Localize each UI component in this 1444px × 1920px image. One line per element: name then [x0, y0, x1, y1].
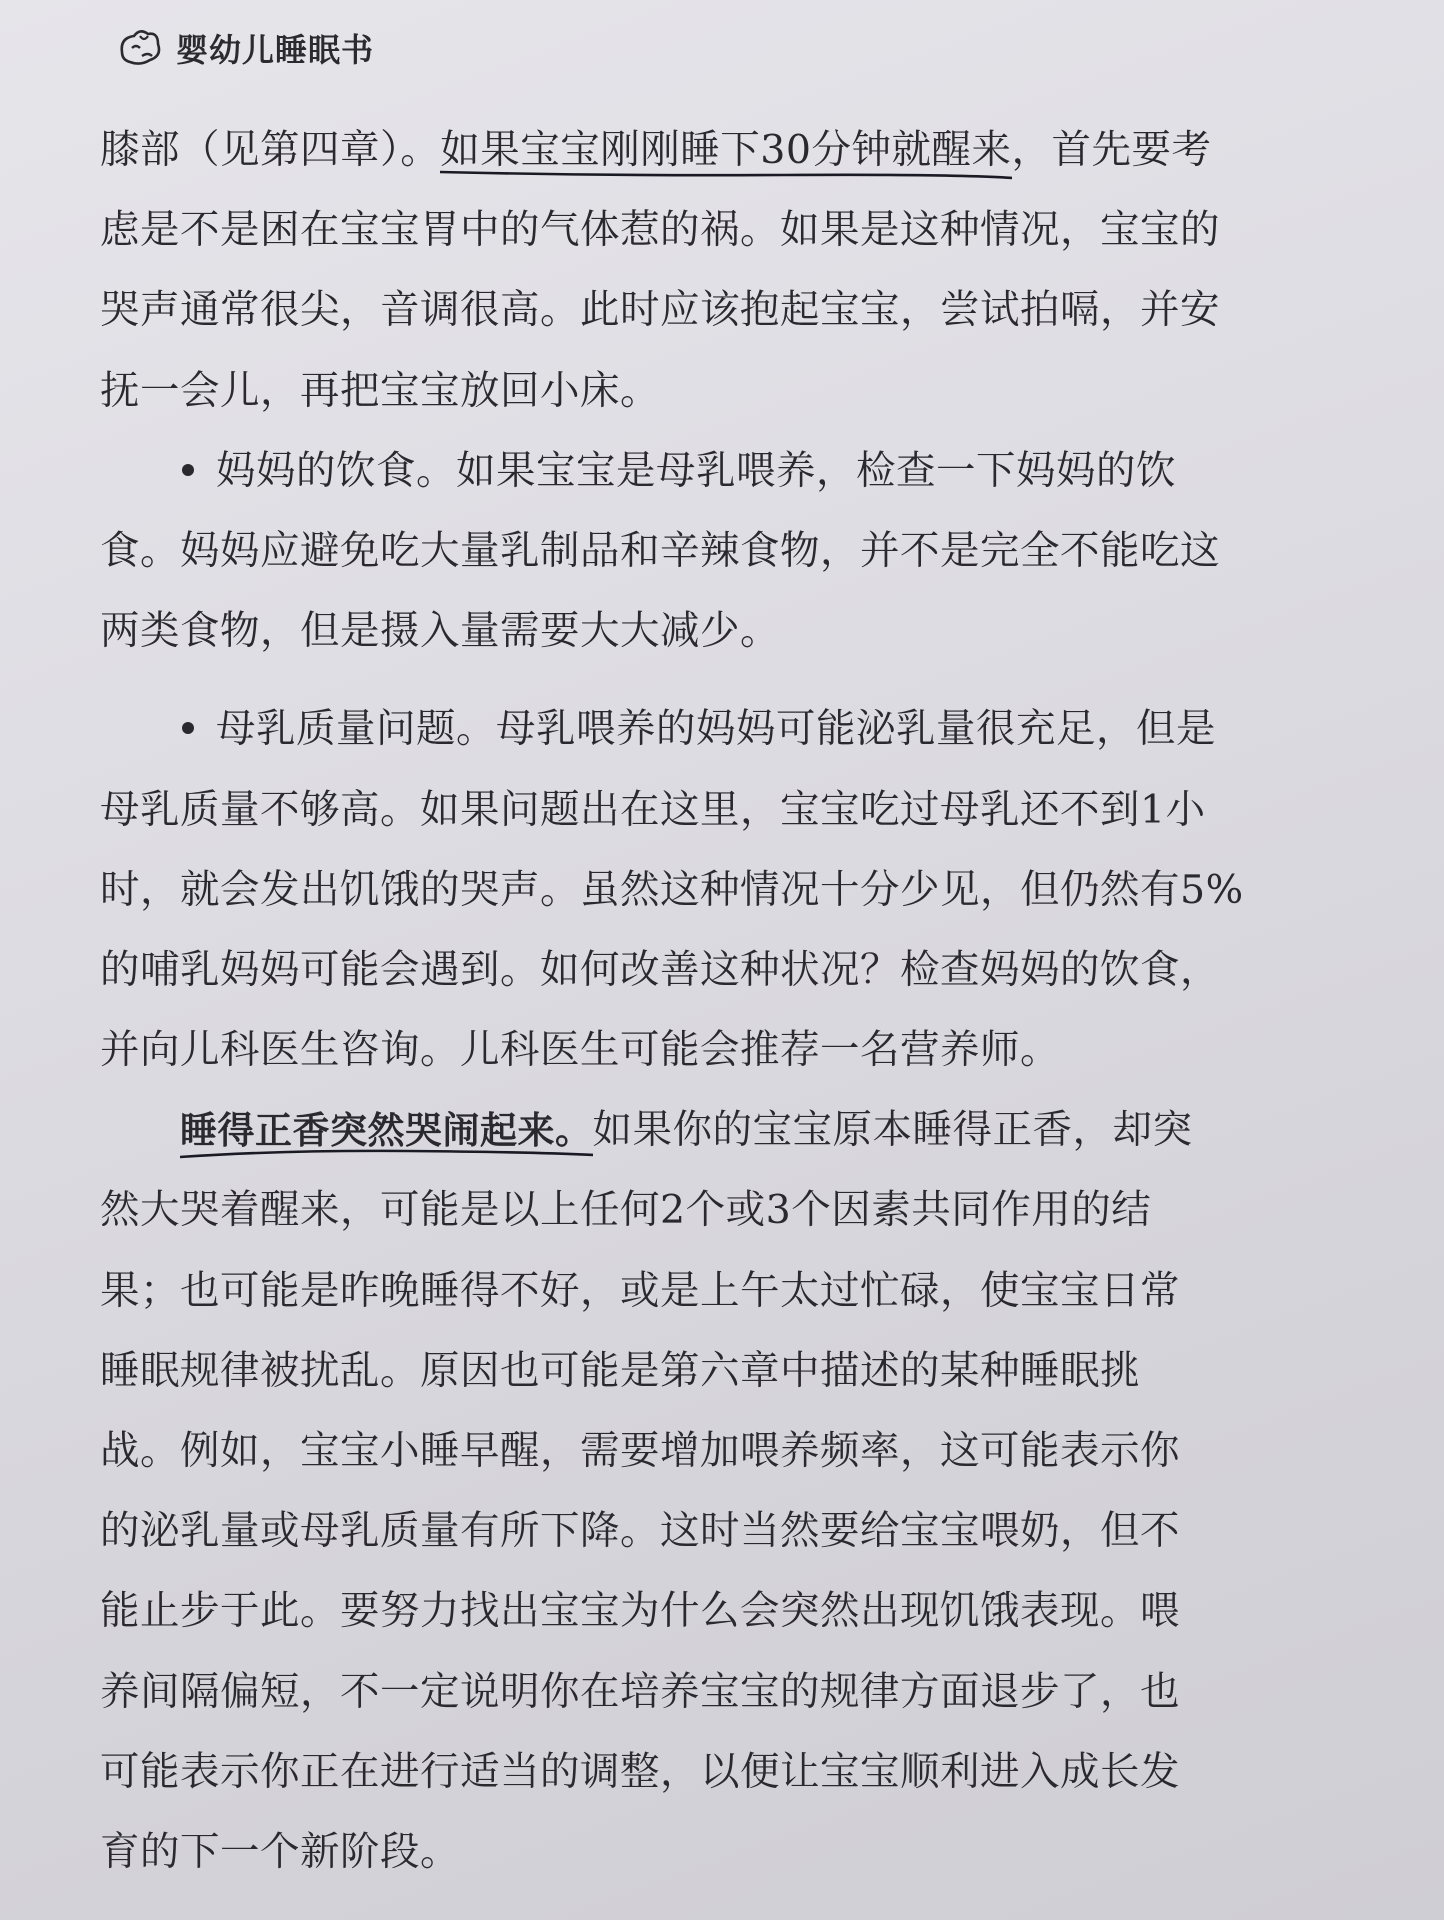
paragraph2-line7: 能止步于此。要努力找出宝宝为什么会突然出现饥饿表现。喂: [100, 1588, 1180, 1635]
paragraph2-line9: 可能表示你正在进行适当的调整，以便让宝宝顺利进入成长发: [100, 1748, 1180, 1795]
paragraph1-line1: [100, 110, 1250, 190]
paragraph1-line4: 抚一会儿，再把宝宝放回小床。: [100, 367, 660, 414]
sleeping-baby-icon: [118, 26, 166, 70]
text-span: ，首先要考: [1011, 127, 1212, 173]
paragraph2-line2: 然大哭着醒来，可能是以上任何2个或3个因素共同作用的结: [100, 1187, 1152, 1234]
bullet2-line5: 并向儿科医生咨询。儿科医生可能会推荐一名营养师。: [100, 1027, 1060, 1074]
section-heading: 睡得正香突然哭闹起来。: [180, 1109, 593, 1160]
text-span: 妈妈的饮食。如果宝宝是母乳喂养，检查一下妈妈的饮: [216, 447, 1176, 494]
bullet-icon: [182, 464, 194, 476]
paragraph2-line8: 养间隔偏短，不一定说明你在培养宝宝的规律方面退步了，也: [100, 1668, 1180, 1715]
paragraph2-line3: 果；也可能是昨晚睡得不好，或是上午太过忙碌，使宝宝日常: [100, 1267, 1180, 1314]
paragraph2-line1: [100, 1090, 1250, 1170]
bullet2-line2: 母乳质量不够高。如果问题出在这里，宝宝吃过母乳还不到1小: [100, 786, 1206, 833]
underlined-phrase: 如果宝宝刚刚睡下30分钟就醒来: [440, 127, 1011, 181]
bullet2-line3: 时，就会发出饥饿的哭声。虽然这种情况十分少见，但仍然有5%: [100, 866, 1244, 913]
paragraph2-line4: 睡眠规律被扰乱。原因也可能是第六章中描述的某种睡眠挑: [100, 1347, 1140, 1394]
paragraph2-line5: 战。例如，宝宝小睡早醒，需要增加喂养频率，这可能表示你: [100, 1428, 1180, 1474]
book-title: 婴幼儿睡眠书: [176, 31, 375, 69]
paragraph1-line2: 虑是不是困在宝宝胃中的气体惹的祸。如果是这种情况，宝宝的: [100, 207, 1220, 254]
bullet1-line2: 食。妈妈应避免吃大量乳制品和辛辣食物，并不是完全不能吃这: [100, 527, 1220, 574]
bullet2-line1: [100, 689, 1250, 769]
bullet2-line4: 的哺乳妈妈可能会遇到。如何改善这种状况？检查妈妈的饮食，: [100, 946, 1220, 993]
running-header: [118, 18, 374, 78]
text-span: 膝部（见第四章）。: [100, 127, 441, 173]
bullet-icon: [182, 722, 194, 734]
bullet1-line1: [100, 431, 1250, 511]
paragraph1-line3: 哭声通常很尖，音调很高。此时应该抱起宝宝，尝试拍嗝，并安: [100, 287, 1220, 334]
text-span: 如果你的宝宝原本睡得正香，却突: [592, 1107, 1193, 1154]
text-span: 母乳质量问题。母乳喂养的妈妈可能泌乳量很充足，但是: [216, 706, 1216, 753]
paragraph2-line6: 的泌乳量或母乳质量有所下降。这时当然要给宝宝喂奶，但不: [100, 1508, 1180, 1555]
bullet1-line3: 两类食物，但是摄入量需要大大减少。: [100, 608, 780, 655]
body-text: [100, 110, 1250, 1892]
paragraph2-line10: 育的下一个新阶段。: [100, 1828, 460, 1875]
